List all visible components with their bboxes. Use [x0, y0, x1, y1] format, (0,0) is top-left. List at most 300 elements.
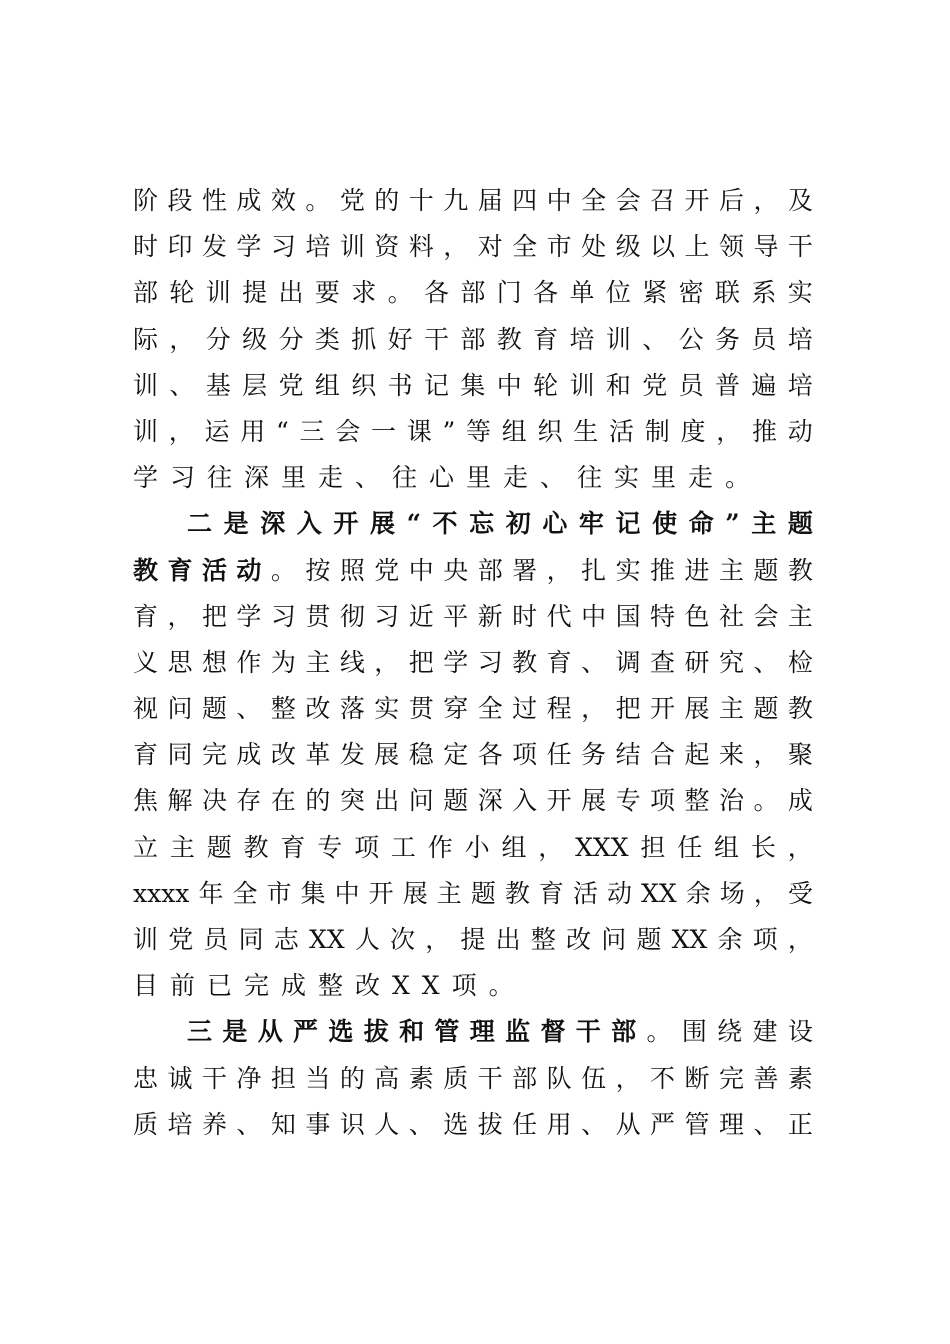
glyph: 训 — [133, 925, 159, 954]
paragraph-line — [133, 1056, 813, 1102]
glyph: 主 — [787, 601, 813, 631]
glyph: 成 — [787, 786, 813, 816]
glyph: “ — [406, 509, 421, 539]
glyph: 训 — [605, 324, 631, 354]
glyph: 学 — [236, 601, 262, 631]
glyph: 完 — [201, 740, 227, 770]
glyph: 题 — [753, 555, 779, 585]
glyph: 整 — [530, 925, 556, 954]
glyph: 用 — [240, 416, 266, 446]
glyph: 开 — [650, 694, 676, 724]
glyph: 作 — [236, 647, 262, 677]
glyph: 时 — [512, 601, 538, 631]
glyph: ， — [787, 832, 813, 862]
paragraph-line — [133, 409, 813, 455]
glyph: 级 — [615, 232, 641, 262]
glyph: 革 — [305, 740, 331, 770]
glyph: 党 — [339, 186, 365, 215]
glyph: 层 — [242, 370, 268, 400]
glyph: 组 — [501, 416, 527, 446]
glyph: 教 — [512, 647, 538, 677]
glyph: 分 — [278, 324, 304, 354]
glyph: 记 — [424, 370, 450, 400]
glyph: 领 — [718, 232, 744, 262]
glyph: 、 — [753, 1109, 779, 1139]
glyph: 伍 — [581, 1063, 607, 1093]
glyph: 项 — [752, 925, 778, 954]
glyph: 拔 — [363, 1017, 389, 1047]
glyph: XXX — [575, 832, 629, 862]
glyph: 效 — [270, 186, 296, 215]
glyph: 员 — [751, 324, 777, 354]
paragraph-line — [133, 317, 813, 363]
glyph: 色 — [684, 601, 710, 631]
glyph: XX — [671, 925, 708, 954]
glyph: 市 — [266, 878, 292, 908]
glyph: 习 — [270, 232, 296, 262]
paragraph-line — [133, 363, 813, 409]
glyph: 的 — [374, 186, 400, 215]
glyph: 担 — [270, 1063, 296, 1093]
glyph: 同 — [167, 740, 193, 770]
glyph: 队 — [546, 1063, 572, 1093]
glyph: 深 — [260, 509, 286, 539]
glyph: 进 — [684, 555, 710, 585]
glyph: 理 — [718, 1109, 744, 1139]
glyph: 育 — [133, 601, 159, 631]
glyph: 组 — [714, 832, 740, 862]
glyph: 训 — [205, 278, 231, 308]
glyph: 牢 — [578, 509, 604, 539]
glyph: 项 — [650, 786, 676, 816]
glyph: 使 — [652, 509, 678, 539]
paragraph-line — [133, 686, 813, 732]
glyph: 干 — [575, 1017, 601, 1047]
glyph: 立 — [133, 832, 159, 862]
glyph: 对 — [477, 232, 503, 262]
glyph: 场 — [719, 878, 745, 908]
glyph: 从 — [615, 1109, 641, 1139]
glyph: 改 — [566, 925, 592, 954]
glyph: 思 — [167, 647, 193, 677]
glyph: 解 — [167, 786, 193, 816]
glyph: 基 — [205, 370, 231, 400]
glyph: 教 — [243, 832, 269, 862]
glyph: 发 — [201, 232, 227, 262]
glyph: 实 — [374, 694, 400, 724]
glyph: 各 — [533, 278, 559, 308]
glyph: 成 — [236, 740, 262, 770]
glyph: 近 — [408, 601, 434, 631]
glyph: 诚 — [167, 1063, 193, 1093]
glyph: 资 — [374, 232, 400, 262]
glyph: 市 — [546, 232, 572, 262]
glyph: ” — [725, 509, 740, 539]
glyph: 部 — [133, 278, 159, 308]
glyph: 线 — [339, 647, 365, 677]
glyph: ， — [753, 186, 779, 215]
glyph: 署 — [512, 555, 538, 585]
glyph: 展 — [369, 509, 395, 539]
glyph: 理 — [469, 1017, 495, 1047]
body-text: 学习往深里走、往心里走、往实里走。 — [133, 463, 763, 493]
glyph: 严 — [650, 1109, 676, 1139]
glyph: 主 — [718, 694, 744, 724]
glyph: 人 — [354, 925, 380, 954]
glyph: 定 — [443, 740, 469, 770]
glyph: 开 — [546, 786, 572, 816]
glyph: 轮 — [533, 370, 559, 400]
glyph: 央 — [443, 555, 469, 585]
glyph: 教 — [496, 324, 522, 354]
glyph: 、 — [753, 647, 779, 677]
glyph: 长 — [750, 832, 776, 862]
glyph: 。 — [387, 278, 413, 308]
glyph: 学 — [443, 647, 469, 677]
glyph: 培 — [305, 232, 331, 262]
glyph: 联 — [715, 278, 741, 308]
glyph: 度 — [680, 416, 706, 446]
glyph: 管 — [434, 1017, 460, 1047]
glyph: 把 — [201, 601, 227, 631]
document-body — [133, 178, 813, 1148]
glyph: 育 — [280, 832, 306, 862]
glyph: 不 — [432, 509, 458, 539]
glyph: 干 — [787, 232, 813, 262]
glyph: 党 — [642, 370, 668, 400]
glyph: 查 — [650, 647, 676, 677]
glyph: 遍 — [751, 370, 777, 400]
glyph: 心 — [542, 509, 568, 539]
glyph: 存 — [236, 786, 262, 816]
paragraph-line — [133, 548, 813, 594]
glyph: 和 — [399, 1017, 425, 1047]
glyph: 料 — [408, 232, 434, 262]
glyph: 制 — [644, 416, 670, 446]
glyph: 一 — [371, 416, 397, 446]
glyph: 养 — [201, 1109, 227, 1139]
body-text: 目前已完成整改XX项。 — [133, 971, 526, 1001]
glyph: 年 — [198, 878, 224, 908]
glyph: 集 — [300, 878, 326, 908]
glyph: 干 — [477, 1063, 503, 1093]
glyph: 代 — [546, 601, 572, 631]
glyph: 按 — [305, 555, 331, 585]
paragraph-line — [133, 778, 813, 824]
glyph: 各 — [424, 278, 450, 308]
glyph: 求 — [351, 278, 377, 308]
glyph: 活 — [201, 555, 227, 585]
paragraph-line — [133, 640, 813, 686]
glyph: 断 — [684, 1063, 710, 1093]
glyph: 落 — [339, 694, 365, 724]
glyph: 。 — [753, 786, 779, 816]
glyph: 入 — [512, 786, 538, 816]
glyph: 正 — [787, 1109, 813, 1139]
glyph: 教 — [787, 694, 813, 724]
glyph: 题 — [787, 509, 813, 539]
glyph: 育 — [167, 555, 193, 585]
glyph: 焦 — [133, 786, 159, 816]
glyph: 任 — [546, 740, 572, 770]
glyph: ， — [168, 416, 194, 446]
glyph: 拔 — [477, 1109, 503, 1139]
glyph: 要 — [314, 278, 340, 308]
glyph: 同 — [238, 925, 264, 954]
glyph: 严 — [293, 1017, 319, 1047]
glyph: 普 — [715, 370, 741, 400]
glyph: 培 — [787, 324, 813, 354]
glyph: 部 — [477, 555, 503, 585]
glyph: 活 — [609, 416, 635, 446]
glyph: XX — [309, 925, 345, 954]
glyph: 二 — [187, 509, 213, 539]
glyph: 系 — [751, 278, 777, 308]
glyph: 中 — [581, 601, 607, 631]
glyph: 新 — [477, 601, 503, 631]
glyph: 实 — [615, 555, 641, 585]
glyph: 把 — [615, 694, 641, 724]
glyph: 主 — [718, 555, 744, 585]
glyph: 教 — [133, 555, 159, 585]
glyph: 知 — [270, 1109, 296, 1139]
glyph: 推 — [752, 416, 778, 446]
glyph: 以 — [650, 232, 676, 262]
paragraph-line — [133, 963, 813, 1009]
glyph: 类 — [314, 324, 340, 354]
glyph: 展 — [684, 694, 710, 724]
glyph: 选 — [443, 1109, 469, 1139]
glyph: 员 — [203, 925, 229, 954]
glyph: 整 — [270, 694, 296, 724]
glyph: 成 — [236, 186, 262, 215]
glyph: 运 — [204, 416, 230, 446]
glyph: 动 — [787, 416, 813, 446]
glyph: 小 — [464, 832, 490, 862]
glyph: 忠 — [133, 1063, 159, 1093]
glyph: 展 — [402, 878, 428, 908]
glyph: 高 — [374, 1063, 400, 1093]
glyph: 位 — [605, 278, 631, 308]
glyph: 命 — [688, 509, 714, 539]
glyph: ， — [538, 832, 564, 862]
glyph: 当 — [305, 1063, 331, 1093]
glyph: 是 — [222, 1017, 248, 1047]
glyph: 照 — [339, 555, 365, 585]
glyph: 为 — [270, 647, 296, 677]
glyph: 书 — [387, 370, 413, 400]
glyph: 三 — [299, 416, 325, 446]
glyph: ， — [167, 601, 193, 631]
glyph: 决 — [201, 786, 227, 816]
glyph: 动 — [607, 878, 633, 908]
glyph: 性 — [201, 186, 227, 215]
glyph: 全 — [581, 186, 607, 215]
glyph: 。 — [270, 555, 296, 585]
glyph: 中 — [546, 186, 572, 215]
glyph: 中 — [408, 555, 434, 585]
glyph: 教 — [787, 555, 813, 585]
glyph: 训 — [133, 416, 159, 446]
glyph: 学 — [236, 232, 262, 262]
glyph: 召 — [650, 186, 676, 215]
glyph: 育 — [133, 740, 159, 770]
glyph: 印 — [167, 232, 193, 262]
glyph: 级 — [242, 324, 268, 354]
glyph: 主 — [305, 647, 331, 677]
glyph: 贯 — [408, 694, 434, 724]
glyph: 门 — [496, 278, 522, 308]
glyph: 。 — [646, 1017, 672, 1047]
glyph: 会 — [335, 416, 361, 446]
glyph: 训 — [133, 370, 159, 400]
glyph: 突 — [339, 786, 365, 816]
glyph: 各 — [477, 740, 503, 770]
glyph: 出 — [278, 278, 304, 308]
glyph: 入 — [296, 509, 322, 539]
glyph: ， — [581, 694, 607, 724]
glyph: XX — [641, 878, 677, 908]
glyph: 改 — [270, 740, 296, 770]
glyph: 发 — [339, 740, 365, 770]
glyph: 专 — [317, 832, 343, 862]
glyph: 员 — [678, 370, 704, 400]
glyph: 忘 — [469, 509, 495, 539]
glyph: 组 — [314, 370, 340, 400]
glyph: 贯 — [305, 601, 331, 631]
glyph: 、 — [581, 1109, 607, 1139]
glyph: 生 — [573, 416, 599, 446]
glyph: 中 — [334, 878, 360, 908]
glyph: 等 — [466, 416, 492, 446]
glyph: 结 — [615, 740, 641, 770]
glyph: 题 — [206, 832, 232, 862]
glyph: 主 — [436, 878, 462, 908]
glyph: 分 — [205, 324, 231, 354]
glyph: 动 — [236, 555, 262, 585]
glyph: 部 — [460, 278, 486, 308]
glyph: 会 — [615, 186, 641, 215]
glyph: ， — [716, 416, 742, 446]
glyph: 阶 — [133, 186, 159, 215]
glyph: 任 — [512, 1109, 538, 1139]
glyph: ， — [787, 925, 813, 954]
glyph: “ — [276, 416, 289, 446]
glyph: 培 — [787, 370, 813, 400]
glyph: 展 — [581, 786, 607, 816]
glyph: 志 — [273, 925, 299, 954]
glyph: 部 — [460, 324, 486, 354]
glyph: 育 — [538, 878, 564, 908]
glyph: 选 — [328, 1017, 354, 1047]
glyph: 及 — [787, 186, 813, 215]
glyph: 题 — [636, 925, 662, 954]
glyph: 习 — [374, 601, 400, 631]
paragraph-line — [133, 455, 813, 501]
glyph: 善 — [753, 1063, 779, 1093]
glyph: 题 — [470, 878, 496, 908]
glyph: 稳 — [408, 740, 434, 770]
glyph: 四 — [512, 186, 538, 215]
glyph: 检 — [787, 647, 813, 677]
glyph: 担 — [640, 832, 666, 862]
glyph: 任 — [677, 832, 703, 862]
glyph: ” — [442, 416, 456, 446]
glyph: 聚 — [787, 740, 813, 770]
glyph: 紧 — [642, 278, 668, 308]
glyph: 事 — [305, 1109, 331, 1139]
glyph: 是 — [223, 509, 249, 539]
glyph: 习 — [270, 601, 296, 631]
glyph: 开 — [684, 186, 710, 215]
glyph: 围 — [681, 1017, 707, 1047]
glyph: 党 — [374, 555, 400, 585]
glyph: 上 — [684, 232, 710, 262]
glyph: 开 — [333, 509, 359, 539]
glyph: 质 — [443, 1063, 469, 1093]
glyph: 务 — [581, 740, 607, 770]
glyph: 训 — [339, 232, 365, 262]
glyph: 时 — [133, 232, 159, 262]
glyph: 全 — [232, 878, 258, 908]
glyph: 干 — [201, 1063, 227, 1093]
paragraph-line — [133, 594, 813, 640]
glyph: 在 — [270, 786, 296, 816]
glyph: 专 — [615, 786, 641, 816]
glyph: 后 — [718, 186, 744, 215]
glyph: 、 — [236, 1109, 262, 1139]
glyph: 余 — [685, 878, 711, 908]
glyph: 治 — [718, 786, 744, 816]
paragraph-line — [133, 224, 813, 270]
glyph: 视 — [133, 694, 159, 724]
glyph: 扎 — [581, 555, 607, 585]
glyph: 中 — [496, 370, 522, 400]
glyph: 建 — [752, 1017, 778, 1047]
glyph: 质 — [133, 1109, 159, 1139]
glyph: 十 — [408, 186, 434, 215]
paragraph-line — [133, 1009, 813, 1055]
glyph: 党 — [168, 925, 194, 954]
glyph: 过 — [512, 694, 538, 724]
glyph: 集 — [460, 370, 486, 400]
paragraph-line — [133, 732, 813, 778]
glyph: 想 — [201, 647, 227, 677]
glyph: 训 — [569, 370, 595, 400]
glyph: 抓 — [351, 324, 377, 354]
glyph: 余 — [717, 925, 743, 954]
glyph: 、 — [581, 647, 607, 677]
glyph: 合 — [650, 740, 676, 770]
glyph: ， — [425, 925, 451, 954]
glyph: 人 — [374, 1109, 400, 1139]
glyph: 不 — [650, 1063, 676, 1093]
glyph: 把 — [408, 647, 434, 677]
glyph: 的 — [339, 1063, 365, 1093]
glyph: 组 — [501, 832, 527, 862]
paragraph-line — [133, 917, 813, 963]
glyph: 育 — [533, 324, 559, 354]
glyph: 、 — [169, 370, 195, 400]
glyph: 改 — [305, 694, 331, 724]
glyph: 素 — [787, 1063, 813, 1093]
glyph: 平 — [443, 601, 469, 631]
glyph: 培 — [167, 1109, 193, 1139]
glyph: 管 — [684, 1109, 710, 1139]
glyph: ， — [374, 647, 400, 677]
paragraph-line — [133, 825, 813, 871]
glyph: ， — [546, 555, 572, 585]
